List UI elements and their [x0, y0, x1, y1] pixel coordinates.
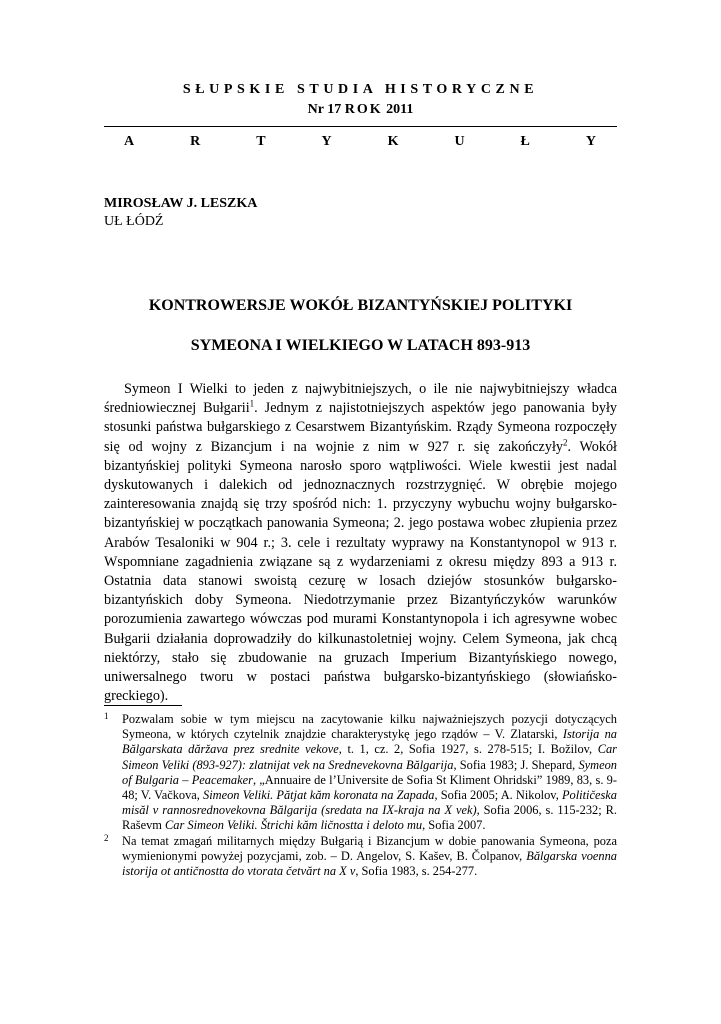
- section-letter: K: [387, 134, 399, 149]
- footnote-number: 1: [104, 711, 109, 721]
- footnotes: [104, 712, 617, 879]
- section-letter: A: [124, 134, 135, 149]
- footnote-text: , Sofia 2007.: [422, 818, 486, 833]
- section-letter: R: [190, 134, 201, 149]
- citation-title: Simeon Veliki. Pătjat kăm koronata na Zapada: [203, 788, 435, 803]
- journal-title: SŁUPSKIE STUDIA HISTORYCZNE: [182, 82, 539, 97]
- citation-title: Car Simeon Veliki (893-927): zlatnijat vek na Srednevekovna Bălgarija: [122, 742, 618, 772]
- title-line-2: SYMEONA I WIELKIEGO W LATACH 893-913: [190, 337, 531, 354]
- citation-title: Symeon of Bulgaria – Peacemaker: [122, 757, 617, 787]
- footnote-rule: [104, 705, 182, 706]
- author-affiliation: UŁ ŁÓDŹ: [104, 214, 164, 229]
- section-heading: [124, 134, 596, 150]
- author-name: MIROSŁAW J. LESZKA: [104, 196, 258, 211]
- section-letter: Y: [585, 134, 596, 149]
- footnote-number: 2: [104, 832, 109, 843]
- footnote-ref-1[interactable]: 1: [249, 398, 255, 409]
- issue-year-label: ROK: [344, 102, 383, 117]
- footnote-text: , „Annuaire de l’Universite de Sofia St Kliment Ohridski” 1989, 83, s. 9-48; V. Vačkova,: [122, 772, 618, 803]
- footnote-text: , Sofia 2006, s. 115-232; R. Raševm: [122, 803, 617, 833]
- article-title: [104, 286, 617, 366]
- footnote-text: Na temat zmagań militarnych między Bułgarią i Bizancjum w dobie panowania Symeona, poza wymienionymi powyżej pozycjami, zob. – D. Angelov, S. Kašev, B. Čolpanov,: [122, 833, 617, 863]
- section-letter: Ł: [520, 134, 530, 149]
- footnote-1: [104, 712, 617, 834]
- section-letter: Y: [321, 134, 332, 149]
- section-letter: T: [256, 134, 266, 149]
- header-rule: [104, 126, 617, 127]
- body-paragraph: [104, 380, 617, 706]
- section-letter: U: [454, 134, 465, 149]
- body-text: . Jednym z najistotniejszych aspektów jego panowania były stosunki państwa bułgarskiego z Cesarstwem Bizantyńskim. Rządy Symeona rozpoczęły się od wojny z Bizancjum i na wojnie z nim w 927 r. się zakończyły: [104, 400, 617, 455]
- footnote-2: [104, 834, 617, 880]
- footnote-text: , Sofia 1983; J. Shepard,: [453, 757, 579, 772]
- citation-title: Car Simeon Veliki. Štrichi kăm ličnostta i deloto mu: [165, 818, 423, 833]
- issue-number: Nr 17: [307, 102, 342, 117]
- footnote-text: Pozwalam sobie w tym miejscu na zacytowanie kilku najważniejszych pozycji dotyczących Symeona, w których czytelnik znajdzie charakterystykę jego rządów – V. Zlatarski,: [122, 712, 617, 742]
- body-text: Symeon I Wielki to jeden z najwybitniejszych, o ile nie najwybitniejszy władca średniowiecznej Bułgarii: [104, 381, 617, 417]
- issue-year: 2011: [386, 102, 414, 117]
- citation-title: Istorija na Bălgarskata dăržava prez srednite vekove: [122, 727, 617, 757]
- footnote-text: , Sofia 2005; A. Nikolov,: [434, 788, 562, 803]
- body-text: . Wokół bizantyńskiej polityki Symeona narosło sporo wątpliwości. Wiele kwestii jest nadal dyskutowanych i dalekich od jednoznacznych rozstrzygnięć. W obrębie mojego zainteresowania znajdą się trzy spośród nich: 1. przyczyny wybuchu wojny bułgarsko-bizantyńskiej w początkach panowania Symeona; 2. jego postawa wobec złupienia przez Arabów Tesaloniki w 904 r.; 3. cele i rezultaty wyprawy na Konstantynopol w 913 r. Wspomniane zagadnienia związane są z wydarzeniami z okresu między 893 a 913 r. Ostatnia data stanowi swoistą cezurę w losach dziejów stosunków bułgarsko-bizantyńskich doby Symeona. Niedotrzymanie przez Bizantyńczyków warunków porozumienia zawartego wówczas pod murami Konstantynopola i ich agresywne wobec Bułgarii działania doprowadziły do kilkunastoletniej wojny. Celem Symeona, jak chcą niektórzy, stało się zbudowanie na gruzach Imperium Bizantyńskiego nowego, uniwersalnego tworu w postaci państwa bułgarsko-bizantyńskiego (słowiańsko-greckiego).: [104, 438, 617, 705]
- citation-title: Bălgarska voenna istorija ot antičnostta do vtorata četvărt na X v: [122, 848, 617, 879]
- citation-title: Političeska misăl v rannosrednovekovna Bălgarija (sredata na IX-kraja na X vek): [122, 788, 617, 818]
- footnote-text: , t. 1, cz. 2, Sofia 1927, s. 278-515; I. Božilov,: [338, 742, 598, 757]
- issue-line: [104, 102, 617, 118]
- footnote-text: , Sofia 1983, s. 254-277.: [355, 864, 478, 879]
- title-line-1: KONTROWERSJE WOKÓŁ BIZANTYŃSKIEJ POLITYKI: [148, 297, 573, 314]
- footnote-ref-2[interactable]: 2: [562, 436, 568, 447]
